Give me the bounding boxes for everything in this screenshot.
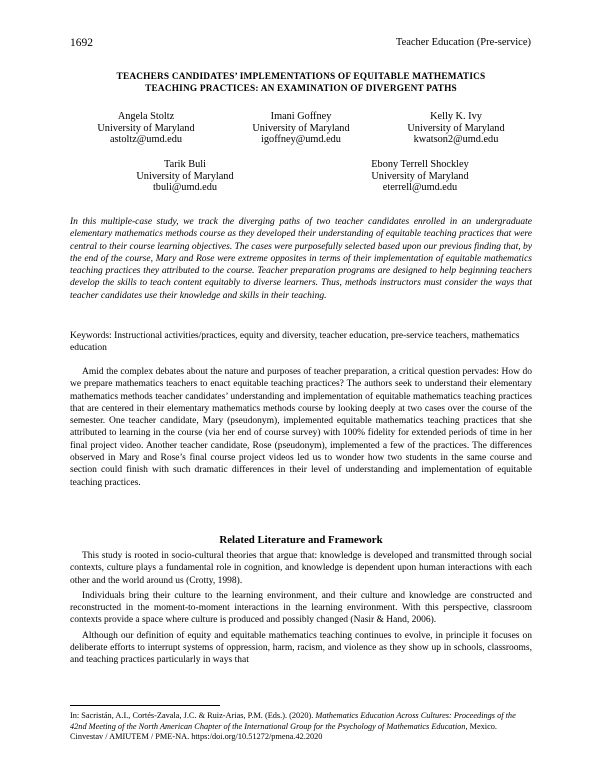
author-block [221,111,381,146]
author-name: Tarik Buli [164,159,206,170]
abstract: In this multiple-case study, we track the diverging paths of two teacher candidates enrolled in an undergraduate elementary mathematics methods course as they developed their understanding of equitable teaching practices that were central to their course learning objectives. The cases were purposefully selected based upon our previous finding that, by the end of the course, Mary and Rose were extreme opposites in terms of their implementation of equitable mathematics teaching practices they attributed to the course. Teacher preparation programs are designed to help beginning teachers develop the skills to teach content equitably to diverse learners. Thus, methods instructors must consider the ways that teacher candidates use their knowledge and skills in their teaching. [70,217,532,301]
author-affiliation: University of Maryland [407,122,505,134]
author-block [376,111,536,146]
author-block [66,111,226,146]
author-block [330,159,510,194]
title-line-1: TEACHERS CANDIDATES’ IMPLEMENTATIONS OF EQUITABLE MATHEMATICS [116,72,486,82]
author-affiliation: University of Maryland [136,170,234,182]
footer-divider [70,705,220,706]
body-paragraph: Although our definition of equity and equitable mathematics teaching continues to evolve, in principle it focuses on deliberate efforts to interrupt systems of oppression, harm, racism, and violence as they show up in schools, classrooms, and teaching practices particularly in ways that [70,630,532,666]
author-name: Imani Goffney [270,111,332,122]
running-title: Teacher Education (Pre-service) [395,37,531,48]
author-block [105,159,265,194]
author-email: astoltz@umd.edu [109,134,183,146]
author-email: eterrell@umd.edu [382,182,458,194]
body-paragraph: Individuals bring their culture to the learning environment, and their culture and knowledge are constructed and reconstructed in the moment-to-moment interactions in the learning environment. With this perspective, classroom contexts provide a space where culture is produced and possibly changed (Nasir & Hand, 2006). [70,590,532,626]
author-email: tbuli@umd.edu [152,182,218,194]
citation-footer [70,711,532,743]
intro-section [70,366,532,489]
author-name: Kelly K. Ivy [430,111,482,122]
title-line-2: TEACHING PRACTICES: AN EXAMINATION OF DIVERGENT PATHS [145,84,457,94]
author-name: Ebony Terrell Shockley [371,159,469,170]
author-name: Angela Stoltz [117,111,175,122]
body-paragraph: This study is rooted in socio-cultural theories that argue that: knowledge is developed and transmitted through social contexts, culture plays a fundamental role in cognition, and knowledge is dependent upon human interactions with each other and the world around us (Crotty, 1998). [70,551,532,586]
footer-book-title-1: Mathematics Education Across Cultures: [315,711,452,720]
author-affiliation: University of Maryland [252,122,350,134]
footer-prefix: In: Sacristán, A.I., Cortés-Zavala, J.C. & Ruiz-Arias, P.M. (Eds.). (2020). [70,711,316,720]
paper-title [70,71,532,95]
footer-suffix: , Mexico. Cinvestav / AMIUTEM / PME-NA. https:/doi.org/10.51272/pmena.42.2020 [70,721,498,742]
footer-book-title-2: Proceedings of the 42nd Meeting of the North American Chapter of the International Group for the Psychology of Mathematics Education [70,711,516,731]
author-email: igoffney@umd.edu [261,134,341,146]
author-affiliation: University of Maryland [97,122,195,134]
body-paragraph: Amid the complex debates about the nature and purposes of teacher preparation, a critical question pervades: How do we prepare mathematics teachers to enact equitable teaching practices? The authors seek to understand their elementary mathematics methods teacher candidates’ understanding and implementation of equitable mathematics teaching practices that are centered in their elementary mathematics methods course by looking deeply at two cases over the course of the semester. One teacher candidate, Mary (pseudonym), implemented equitable mathematics teaching practices that she attributed to learning in the course (via her end of course survey) with 100% fidelity for extended periods of time in her final project video. Another teacher candidate, Rose (pseudonym), implemented a few of the practices. The differences observed in Mary and Rose’s final course project videos led us to wonder how two students in the same course and section could finish with such dramatic differences in their level of understanding and implementation of equitable teaching practices. [70,367,532,488]
keywords: Keywords: Instructional activities/practices, equity and diversity, teacher education, pre-service teachers, mathematics education [70,331,520,354]
literature-section [70,550,532,667]
author-email: kwatson2@umd.edu [413,134,499,146]
page-number: 1692 [70,37,93,49]
author-affiliation: University of Maryland [371,170,469,182]
section-heading: Related Literature and Framework [219,534,383,546]
